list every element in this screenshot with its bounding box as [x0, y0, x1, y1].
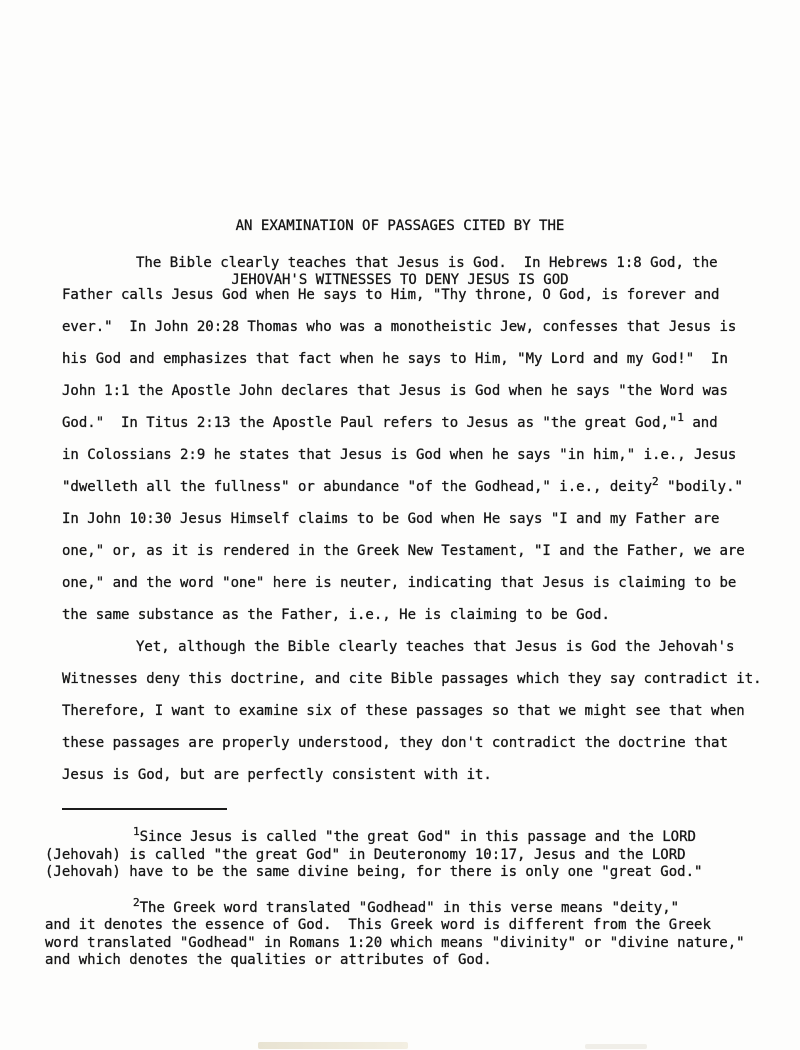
scan-artifact [258, 1042, 408, 1049]
body-line [62, 407, 762, 439]
title-line: AN EXAMINATION OF PASSAGES CITED BY THE [235, 218, 565, 234]
document-body [62, 247, 762, 791]
text-segment: "dwelleth all the fullness" or abundance "of the Godhead," i.e., deity [62, 479, 653, 495]
footnote-ref-2: 2 [652, 475, 659, 488]
footnotes-section [45, 825, 775, 988]
footnote-ref-1: 1 [677, 411, 684, 424]
text-segment: and [683, 415, 718, 431]
title-line: JEHOVAH'S WITNESSES TO DENY JESUS IS GOD [231, 272, 569, 288]
footnote-ref-1: 1 [133, 825, 140, 838]
footnote-line: and it denotes the essence of God. This Greek word is different from the Greek [45, 917, 711, 933]
body-line: Father calls Jesus God when He says to Him, "Thy throne, O God, is forever and [62, 287, 720, 303]
footnote-2 [45, 895, 775, 970]
body-line: one," and the word "one" here is neuter, indicating that Jesus is claiming to be [62, 575, 737, 591]
body-line: Therefore, I want to examine six of these passages so that we might see that when [62, 703, 745, 719]
text-segment: The Greek word translated "Godhead" in this verse means "deity," [139, 899, 680, 916]
body-line: one," or, as it is rendered in the Greek New Testament, "I and the Father, we are [62, 543, 745, 559]
scan-artifact [585, 1044, 647, 1049]
footnote-line: word translated "Godhead" in Romans 1:20 which means "divinity" or "divine nature," [45, 934, 745, 951]
body-line [62, 471, 762, 503]
body-line: his God and emphasizes that fact when he says to Him, "My Lord and my God!" In [62, 351, 728, 367]
footnote-line: (Jehovah) have to be the same divine being, for there is only one "great God." [45, 864, 703, 880]
footnote-line: (Jehovah) is called "the great God" in Deuteronomy 10:17, Jesus and the LORD [45, 846, 686, 863]
body-line: Yet, although the Bible clearly teaches that Jesus is God the Jehovah's [136, 639, 735, 655]
body-line: the same substance as the Father, i.e., He is claiming to be God. [62, 607, 610, 623]
body-line: John 1:1 the Apostle John declares that Jesus is God when he says "the Word was [62, 383, 728, 399]
footnote-ref-2: 2 [133, 895, 140, 909]
footnote-line: and which denotes the qualities or attributes of God. [45, 952, 492, 968]
footnote-line [45, 825, 775, 847]
body-line: Jesus is God, but are perfectly consistent with it. [62, 767, 492, 783]
footnote-line [45, 895, 775, 918]
body-line: Witnesses deny this doctrine, and cite Bible passages which they say contradict it. [62, 671, 762, 687]
text-segment: Since Jesus is called "the great God" in this passage and the LORD [139, 829, 696, 845]
text-segment: "bodily." [658, 479, 743, 495]
body-line: ever." In John 20:28 Thomas who was a monotheistic Jew, confesses that Jesus is [62, 319, 737, 335]
body-line: in Colossians 2:9 he states that Jesus is God when he says "in him," i.e., Jesus [62, 447, 737, 463]
body-line: The Bible clearly teaches that Jesus is God. In Hebrews 1:8 God, the [136, 255, 718, 271]
footnote-separator [62, 808, 227, 810]
text-segment: God." In Titus 2:13 the Apostle Paul refers to Jesus as "the great God," [62, 415, 678, 431]
footnote-1 [45, 825, 775, 882]
body-line: these passages are properly understood, they don't contradict the doctrine that [62, 735, 728, 751]
body-line: In John 10:30 Jesus Himself claims to be God when He says "I and my Father are [62, 511, 720, 527]
